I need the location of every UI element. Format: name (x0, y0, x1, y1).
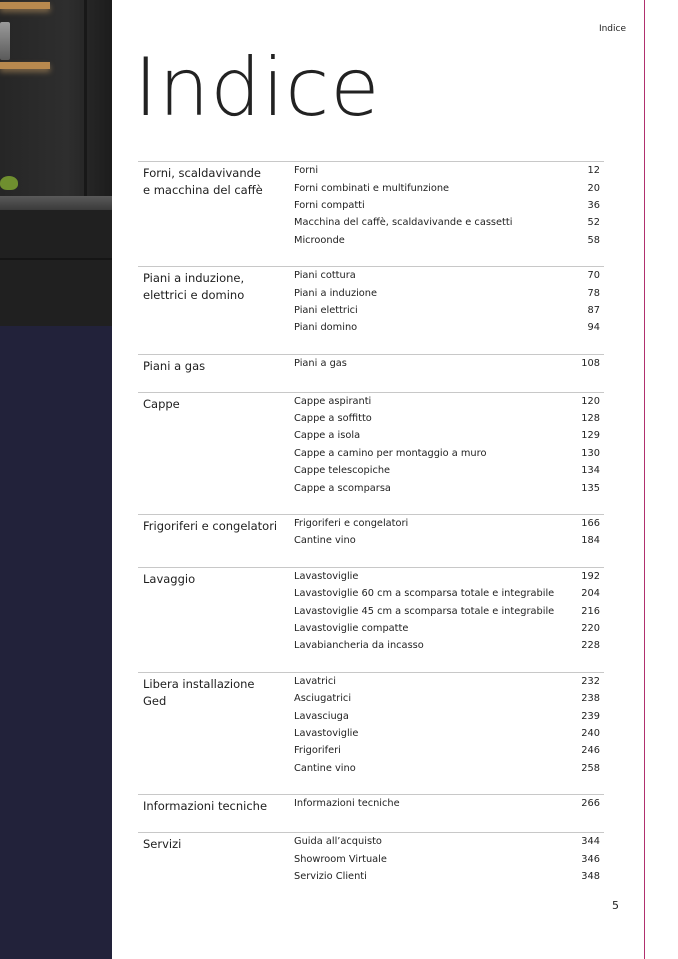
toc-section-title (138, 568, 294, 655)
toc-entry-page: 192 (581, 570, 600, 582)
toc-entry-list (294, 355, 604, 375)
kitchen-photo (0, 0, 112, 326)
toc-entry-page: 258 (581, 762, 600, 774)
toc-entry[interactable] (294, 232, 604, 249)
toc-entry-page: 240 (581, 727, 600, 739)
toc-entry-page: 12 (587, 165, 600, 177)
toc-entry-label: Cantine vino (294, 535, 356, 547)
toc-entry-page: 220 (581, 623, 600, 634)
toc-entry-label: Lavabiancheria da incasso (294, 640, 424, 652)
toc-entry-page: 36 (587, 199, 600, 211)
toc-entry[interactable] (294, 833, 604, 850)
toc-entry-label: Showroom Virtuale (294, 853, 387, 865)
toc-section-title-line: Ged (143, 693, 167, 708)
toc-entry-page: 70 (587, 270, 600, 282)
toc-entry[interactable] (294, 179, 604, 196)
toc-entry[interactable] (294, 284, 604, 301)
toc-entry-page: 128 (581, 413, 600, 425)
toc-section-title-line: Piani a gas (143, 358, 206, 373)
toc-entry[interactable] (294, 462, 604, 479)
toc-section-title (138, 267, 294, 337)
toc-entry-page: 184 (581, 535, 600, 547)
toc-entry-list (294, 162, 604, 249)
toc-section (138, 354, 604, 392)
toc-entry-label: Cantine vino (294, 762, 356, 774)
toc-entry-label: Frigoriferi e congelatori (294, 518, 409, 530)
toc-section-title (138, 355, 294, 375)
toc-entry-label: Macchina del caffè, scaldavivande e cassetti (294, 217, 513, 229)
running-header: Indice (598, 24, 626, 34)
toc-section-title-line: Frigoriferi e congelatori (143, 518, 278, 533)
toc-entry-list (294, 267, 604, 337)
toc-entry-page: 228 (581, 640, 600, 652)
toc-entry-list (294, 568, 604, 655)
toc-entry-label: Lavastoviglie compatte (294, 623, 409, 634)
toc-entry-label: Lavastoviglie 45 cm a scomparsa totale e integrabile (294, 605, 555, 617)
toc-entry[interactable] (294, 355, 604, 372)
toc-entry-label: Cappe telescopiche (294, 465, 391, 477)
toc-entry-list (294, 673, 604, 777)
toc-section (138, 161, 604, 266)
toc-entry[interactable] (294, 532, 604, 549)
countertop (0, 196, 112, 210)
toc-entry[interactable] (294, 427, 604, 444)
toc-entry[interactable] (294, 393, 604, 410)
toc-entry[interactable] (294, 515, 604, 532)
toc-section-title (138, 162, 294, 249)
toc-entry-label: Piani a gas (294, 357, 347, 369)
toc-entry-label: Servizio Clienti (294, 870, 367, 882)
toc-section (138, 832, 604, 885)
toc-entry-page: 108 (581, 357, 600, 369)
toc-entry-page: 52 (587, 217, 600, 229)
toc-entry-label: Lavatrici (294, 675, 336, 687)
toc-entry-page: 129 (581, 430, 600, 442)
toc-entry[interactable] (294, 795, 604, 812)
toc-entry-label: Forni (294, 165, 319, 177)
toc-entry[interactable] (294, 620, 604, 637)
toc-entry-label: Lavastoviglie (294, 727, 359, 739)
toc-section-title-line: e macchina del caffè (143, 183, 263, 197)
toc-entry-page: 238 (581, 693, 600, 705)
toc-section (138, 266, 604, 354)
toc-section-title-line: Piani a induzione, (143, 270, 245, 285)
toc-entry-label: Informazioni tecniche (294, 798, 400, 810)
toc-section (138, 392, 604, 514)
page-edge-rule (644, 0, 645, 959)
toc-entry-label: Forni combinati e multifunzione (294, 182, 450, 194)
toc-entry-page: 246 (581, 745, 600, 757)
page-title: Indice (134, 41, 381, 134)
toc-section-title-line: Lavaggio (143, 571, 196, 586)
toc-entry-label: Cappe a isola (294, 430, 361, 442)
jar (0, 22, 10, 60)
toc-entry[interactable] (294, 725, 604, 742)
toc-section-title (138, 833, 294, 885)
toc-section-title (138, 673, 294, 777)
toc-entry-page: 348 (581, 870, 600, 882)
toc-entry-page: 346 (581, 853, 600, 865)
toc-entry-page: 239 (581, 710, 600, 722)
toc-entry[interactable] (294, 707, 604, 724)
toc-entry-page: 135 (581, 482, 600, 494)
toc-section (138, 672, 604, 794)
toc-section-title-line: elettrici e domino (143, 287, 245, 302)
cabinet-door-line (0, 258, 112, 260)
toc-entry-label: Piani elettrici (294, 304, 358, 316)
toc-section (138, 514, 604, 567)
toc-section-title-line: Forni, scaldavivande (143, 166, 261, 180)
lower-cabinet (0, 210, 112, 326)
toc-entry-label: Cappe a scomparsa (294, 482, 391, 494)
side-photo-strip (0, 0, 112, 959)
page-number: 5 (612, 899, 619, 912)
toc-entry-page: 130 (581, 447, 600, 459)
toc-entry-list (294, 795, 604, 815)
table-of-contents (138, 161, 604, 885)
toc-entry-page: 204 (581, 588, 600, 600)
toc-entry[interactable] (294, 302, 604, 319)
toc-section (138, 567, 604, 672)
toc-entry-page: 94 (587, 322, 600, 334)
toc-entry[interactable] (294, 197, 604, 214)
toc-entry-page: 87 (587, 304, 600, 316)
toc-entry-label: Lavastoviglie (294, 570, 359, 582)
toc-entry-list (294, 833, 604, 885)
toc-entry[interactable] (294, 267, 604, 284)
toc-section-title (138, 795, 294, 815)
toc-entry-label: Guida all’acquisto (294, 836, 382, 848)
toc-section-title-line: Informazioni tecniche (143, 798, 268, 813)
toc-entry-page: 20 (587, 182, 600, 194)
toc-entry-label: Forni compatti (294, 199, 365, 211)
toc-entry-label: Piani a induzione (294, 287, 378, 299)
toc-entry[interactable] (294, 214, 604, 231)
toc-entry-label: Frigoriferi (294, 745, 341, 757)
toc-section-title (138, 393, 294, 497)
toc-entry-list (294, 393, 604, 497)
toc-entry[interactable] (294, 868, 604, 885)
toc-entry-label: Lavasciuga (294, 710, 349, 722)
toc-entry[interactable] (294, 410, 604, 427)
toc-entry-label: Piani cottura (294, 270, 356, 282)
toc-entry-page: 58 (587, 234, 600, 246)
toc-section-title-line: Servizi (143, 836, 182, 851)
toc-entry-page: 232 (581, 675, 600, 687)
toc-entry[interactable] (294, 760, 604, 777)
toc-entry[interactable] (294, 850, 604, 867)
toc-entry-page: 120 (581, 395, 600, 407)
toc-entry-page: 166 (581, 518, 600, 530)
toc-entry-page: 134 (581, 465, 600, 477)
lit-shelf (0, 2, 50, 9)
toc-entry-label: Cappe a camino per montaggio a muro (294, 447, 487, 459)
toc-entry[interactable] (294, 602, 604, 619)
toc-entry-label: Asciugatrici (294, 693, 352, 705)
toc-entry-label: Cappe a soffitto (294, 413, 372, 425)
toc-entry[interactable] (294, 742, 604, 759)
toc-entry-label: Lavastoviglie 60 cm a scomparsa totale e integrabile (294, 588, 555, 600)
toc-entry[interactable] (294, 568, 604, 585)
toc-section-title-line: Cappe (143, 396, 180, 411)
lit-shelf (0, 62, 50, 69)
toc-section-title-line: Libera installazione (143, 676, 255, 691)
toc-entry-list (294, 515, 604, 550)
toc-entry[interactable] (294, 162, 604, 179)
toc-entry[interactable] (294, 673, 604, 690)
toc-entry[interactable] (294, 690, 604, 707)
toc-entry[interactable] (294, 479, 604, 496)
toc-entry[interactable] (294, 445, 604, 462)
toc-entry-label: Cappe aspiranti (294, 395, 372, 407)
toc-entry-page: 266 (581, 798, 600, 810)
toc-entry-page: 216 (581, 605, 600, 617)
plant (0, 176, 18, 190)
toc-entry-page: 78 (587, 287, 600, 299)
toc-entry-page: 344 (581, 836, 600, 848)
toc-entry[interactable] (294, 585, 604, 602)
toc-entry-label: Piani domino (294, 322, 358, 334)
toc-section (138, 794, 604, 832)
toc-entry[interactable] (294, 319, 604, 336)
toc-section-title (138, 515, 294, 550)
toc-entry[interactable] (294, 637, 604, 654)
toc-entry-label: Microonde (294, 234, 345, 246)
